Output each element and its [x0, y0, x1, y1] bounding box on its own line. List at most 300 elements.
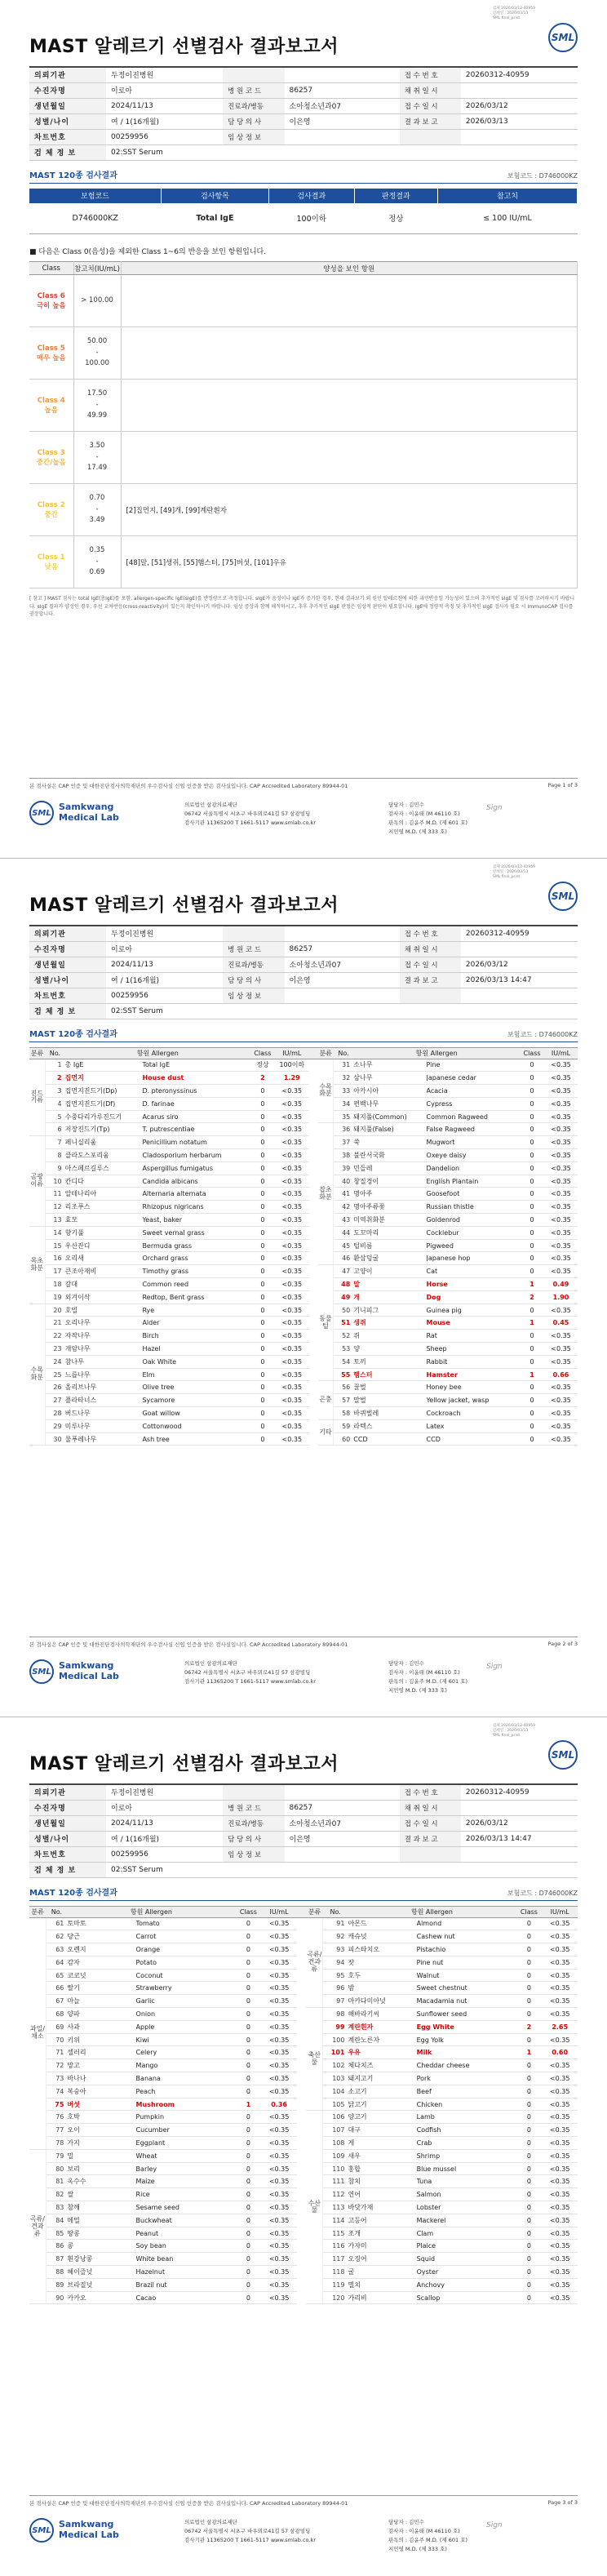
allergen-class: 0 — [516, 1930, 542, 1943]
allergen-no: 6 — [45, 1123, 65, 1136]
allergen-iu: <0.35 — [261, 2240, 297, 2253]
allergen-iu: <0.35 — [544, 1239, 578, 1252]
group-label: 잡초화분 — [318, 1123, 334, 1265]
allergen-iu: <0.35 — [261, 2137, 297, 2150]
allergen-kr: 바퀴벌레 — [353, 1407, 426, 1420]
allergen-no: 50 — [334, 1304, 354, 1317]
allergen-no: 17 — [45, 1265, 65, 1278]
allergen-en: Elm — [142, 1368, 250, 1381]
allergen-kr: 삼나무 — [353, 1072, 426, 1085]
top-note — [493, 865, 535, 880]
allergen-en: White bean — [136, 2253, 236, 2266]
allergen-no: 32 — [334, 1072, 354, 1085]
allergen-en: Honey bee — [427, 1381, 521, 1394]
allergen-no: 115 — [323, 2227, 348, 2240]
allergen-kr: 아몬드 — [348, 1917, 416, 1930]
allergen-en: Penicillium notatum — [142, 1136, 250, 1149]
table-row — [29, 2175, 578, 2188]
allergen-iu: <0.35 — [261, 2046, 297, 2059]
report-page-3 — [0, 1717, 607, 2576]
allergen-iu: <0.35 — [542, 2111, 578, 2124]
allergen-kr: CCD — [353, 1432, 426, 1446]
allergen-en: Mouse — [427, 1317, 521, 1330]
sign-line: 검사자 : 이윤태 (M 46110 호) — [388, 811, 460, 818]
patient-name: 이로아 — [106, 941, 223, 957]
allergen-kr: 기니피그 — [353, 1304, 426, 1317]
allergen-kr: 버드나무 — [65, 1407, 143, 1420]
allergen-en: Aspergillus fumigatus — [142, 1161, 250, 1175]
allergen-iu: <0.35 — [261, 2033, 297, 2046]
allergen-class: 0 — [250, 1432, 275, 1446]
allergen-en: Strawberry — [136, 1982, 236, 1995]
allergen-en: Sweet vernal grass — [142, 1226, 250, 1239]
allergen-no: 82 — [46, 2188, 67, 2201]
allergen-class: 0 — [235, 2175, 261, 2188]
allergen-iu: <0.35 — [544, 1188, 578, 1201]
allergen-iu: <0.35 — [542, 2201, 578, 2214]
sign-line: 담당자 : 김민수 — [388, 2519, 424, 2525]
allergen-iu: <0.35 — [261, 2266, 297, 2279]
allergen-en: D. pteronyssinus — [142, 1085, 250, 1098]
allergen-class: 0 — [235, 1995, 261, 2008]
allergen-en: Total IgE — [142, 1059, 250, 1072]
allergen-no: 98 — [323, 2008, 348, 2021]
allergen-class: 0 — [516, 1917, 542, 1930]
allergen-iu: <0.35 — [261, 2020, 297, 2033]
allergen-no: 94 — [323, 1956, 348, 1969]
allergen-kr: 계란흰자 — [348, 2020, 416, 2033]
allergen-en: Hazelnut — [136, 2266, 236, 2279]
label-specimen: 검 체 정 보 — [29, 1862, 106, 1877]
allergen-en: Coconut — [136, 1969, 236, 1982]
class-row — [29, 536, 578, 588]
allergen-no: 38 — [334, 1149, 354, 1162]
allergen-iu: <0.35 — [544, 1304, 578, 1317]
page-number: Page 2 of 3 — [547, 1641, 578, 1647]
allergen-kr: 셀러리 — [67, 2046, 135, 2059]
class-name — [29, 327, 73, 380]
allergen-en: Alternaria alternata — [142, 1188, 250, 1201]
label-specimen: 검 체 정 보 — [29, 144, 106, 160]
allergen-en: Pine — [427, 1059, 521, 1072]
th-group: 분류 — [306, 1906, 322, 1917]
label-report-date: 결 과 보 고 — [400, 113, 461, 129]
allergen-no: 73 — [46, 2072, 67, 2085]
allergen-class: 0 — [250, 1136, 275, 1149]
label-dept: 진료과/병동 — [223, 98, 284, 113]
chart-no: 00259956 — [106, 988, 223, 1003]
allergen-class: 0 — [516, 2240, 542, 2253]
table-row — [29, 1317, 578, 1330]
table-row — [29, 2278, 578, 2291]
allergen-kr: 오리나무 — [65, 1317, 143, 1330]
addr-line: 의료법인 삼광의료재단 — [184, 1660, 237, 1667]
label-report-date: 결 과 보 고 — [400, 1831, 461, 1846]
allergen-iu: <0.35 — [544, 1252, 578, 1265]
table-row — [29, 1265, 578, 1278]
allergen-kr: 미루나무 — [65, 1419, 143, 1432]
label-birth: 생년월일 — [29, 957, 106, 972]
allergen-kr: 바나나 — [67, 2072, 135, 2085]
allergen-kr: 닭고기 — [348, 2098, 416, 2111]
lab-name: Samkwang Medical Lab — [59, 2519, 119, 2540]
table-row — [29, 2072, 578, 2085]
class-row — [29, 380, 578, 432]
allergen-class: 0 — [516, 2098, 542, 2111]
allergen-kr: 효모 — [65, 1214, 143, 1227]
class-name — [29, 432, 73, 484]
allergen-class: 0 — [235, 2227, 261, 2240]
patient-name: 이로아 — [106, 82, 223, 98]
allergen-kr: 참치 — [348, 2175, 416, 2188]
allergen-en: Dandelion — [427, 1161, 521, 1175]
allergen-en: Rat — [427, 1330, 521, 1343]
th-item: 검사항목 — [161, 189, 268, 203]
allergen-no: 111 — [323, 2175, 348, 2188]
table-row — [29, 2046, 578, 2059]
label-dept: 진료과/병동 — [223, 1815, 284, 1831]
label-hosp-code: 병 원 코 드 — [223, 1800, 284, 1815]
allergen-no: 96 — [323, 1982, 348, 1995]
label-recv-no: 접 수 번 호 — [400, 67, 461, 82]
allergen-iu: <0.35 — [542, 2175, 578, 2188]
allergen-iu: <0.35 — [261, 2008, 297, 2021]
allergen-kr: 물푸레나무 — [65, 1432, 143, 1446]
label-sex-age: 성별/나이 — [29, 1831, 106, 1846]
allergen-iu: <0.35 — [544, 1149, 578, 1162]
section-code: 보험코드 : D746000KZ — [507, 171, 578, 180]
allergen-class: 0 — [516, 2072, 542, 2085]
allergen-class: 0 — [250, 1407, 275, 1420]
allergen-no: 107 — [323, 2124, 348, 2137]
report-date: 2026/03/13 — [461, 113, 578, 129]
allergen-kr: 옥수수 — [67, 2175, 135, 2188]
allergen-class: 0 — [520, 1123, 544, 1136]
allergen-no: 40 — [334, 1175, 354, 1188]
allergen-iu: <0.35 — [544, 1407, 578, 1420]
allergen-kr: 양 — [353, 1343, 426, 1356]
allergen-class: 0 — [250, 1239, 275, 1252]
allergen-kr: 말벌 — [353, 1394, 426, 1407]
class-desc: 낮음 — [44, 562, 58, 571]
th-judge: 판정결과 — [354, 189, 438, 203]
label-institution: 의뢰기관 — [29, 1784, 106, 1800]
allergen-no: 66 — [46, 1982, 67, 1995]
allergen-no: 54 — [334, 1355, 354, 1368]
allergen-class: 0 — [250, 1381, 275, 1394]
table-row — [29, 2227, 578, 2240]
class-row — [29, 432, 578, 484]
section-bar — [29, 169, 578, 184]
class-positives: [2]집먼지, [49]개, [99]계란흰자 — [121, 484, 578, 536]
group-label: 목초화분 — [29, 1226, 45, 1304]
allergen-no: 113 — [323, 2201, 348, 2214]
allergen-class: 0 — [250, 1110, 275, 1123]
birth-date: 2024/11/13 — [106, 1815, 223, 1831]
class-range: > 100.00 — [73, 275, 121, 327]
allergen-kr: 바닷가재 — [348, 2201, 416, 2214]
allergen-no: 5 — [45, 1110, 65, 1123]
group-label: 축산물 — [306, 2008, 322, 2111]
th-group: 분류 — [318, 1047, 334, 1059]
table-row — [29, 1136, 578, 1149]
allergen-no: 27 — [45, 1394, 65, 1407]
allergen-en: Japanese cedar — [427, 1072, 521, 1085]
allergen-kr: 마늘 — [67, 1995, 135, 2008]
allergen-no: 92 — [323, 1930, 348, 1943]
allergen-kr: 버섯 — [67, 2098, 135, 2111]
allergen-kr: 라텍스 — [353, 1419, 426, 1432]
table-row — [29, 1956, 578, 1969]
class-positives — [121, 380, 578, 432]
allergen-iu: <0.35 — [542, 2008, 578, 2021]
allergen-iu: <0.35 — [542, 2188, 578, 2201]
allergen-no: 45 — [334, 1239, 354, 1252]
allergen-kr: 코코넛 — [67, 1969, 135, 1982]
allergen-iu: <0.35 — [542, 2214, 578, 2227]
table-row — [29, 1188, 578, 1201]
label-chart: 차트번호 — [29, 129, 106, 144]
allergen-en: Oak White — [142, 1355, 250, 1368]
allergen-no: 46 — [334, 1252, 354, 1265]
allergen-iu: 0.66 — [544, 1368, 578, 1381]
lab-address — [184, 2518, 388, 2545]
allergen-no: 88 — [46, 2266, 67, 2279]
allergen-kr: 털비름 — [353, 1239, 426, 1252]
th-iu: IU/mL — [542, 1906, 578, 1917]
allergen-en: Rice — [136, 2188, 236, 2201]
group-label: 곰팡이류 — [29, 1136, 45, 1227]
allergen-iu: <0.35 — [261, 2253, 297, 2266]
class-label: Class 2 — [37, 500, 65, 509]
allergen-kr: 브라질넛 — [67, 2278, 135, 2291]
clin-info — [285, 129, 400, 144]
allergen-no: 71 — [46, 2046, 67, 2059]
allergen-no: 109 — [323, 2149, 348, 2162]
allergen-en: Common reed — [142, 1278, 250, 1291]
allergen-en: Peach — [136, 2085, 236, 2098]
allergen-iu: <0.35 — [275, 1239, 309, 1252]
allergen-class: 0 — [235, 2149, 261, 2162]
allergen-no: 120 — [323, 2291, 348, 2304]
label-dept: 진료과/병동 — [223, 957, 284, 972]
allergen-class: 0 — [516, 2085, 542, 2098]
allergen-no: 116 — [323, 2240, 348, 2253]
allergen-class: 0 — [250, 1201, 275, 1214]
allergen-kr: 민들레 — [353, 1161, 426, 1175]
allergen-iu: <0.35 — [542, 2278, 578, 2291]
patient-info-table — [29, 1783, 578, 1878]
allergen-no: 18 — [45, 1278, 65, 1291]
allergen-kr: 호두 — [348, 1969, 416, 1982]
allergen-class: 0 — [235, 1930, 261, 1943]
allergen-iu: <0.35 — [261, 2291, 297, 2304]
allergen-kr: 굴 — [348, 2266, 416, 2279]
allergen-kr: 홍합 — [348, 2162, 416, 2175]
th-iu: IU/mL — [275, 1047, 309, 1059]
allergen-kr: 총 IgE — [65, 1059, 143, 1072]
allergen-kr: 명아주 — [353, 1188, 426, 1201]
allergen-class: 0 — [516, 2111, 542, 2124]
allergen-kr: 헤이즐넛 — [67, 2266, 135, 2279]
allergen-iu: <0.35 — [275, 1304, 309, 1317]
label-patient: 수진자명 — [29, 941, 106, 957]
allergen-kr: 클라도스포리움 — [65, 1149, 143, 1162]
allergen-en: Goat willow — [142, 1407, 250, 1420]
allergen-no: 59 — [334, 1419, 354, 1432]
allergen-kr: 토끼 — [353, 1355, 426, 1368]
allergen-class: 0 — [250, 1265, 275, 1278]
allergen-no: 86 — [46, 2240, 67, 2253]
clin-info — [285, 1846, 400, 1862]
dept: 소아청소년과07 — [285, 957, 400, 972]
allergen-kr: 향기풀 — [65, 1226, 143, 1239]
allergen-no: 23 — [45, 1343, 65, 1356]
allergen-kr: 딸기 — [67, 1982, 135, 1995]
addr-line: 의료법인 삼광의료재단 — [184, 2519, 237, 2525]
table-row — [29, 1201, 578, 1214]
section-bar — [29, 1028, 578, 1042]
allergen-no: 26 — [45, 1381, 65, 1394]
table-row — [29, 1419, 578, 1432]
allergen-class: 0 — [516, 2033, 542, 2046]
allergen-iu: 0.49 — [544, 1278, 578, 1291]
allergen-no: 51 — [334, 1317, 354, 1330]
allergen-en: Dog — [427, 1290, 521, 1304]
allergen-kr: 양고기 — [348, 2111, 416, 2124]
allergen-kr: 양파 — [67, 2008, 135, 2021]
allergen-en: Olive tree — [142, 1381, 250, 1394]
allergen-class: 0 — [250, 1214, 275, 1227]
allergen-class: 0 — [516, 2175, 542, 2188]
top-note-line: 인쇄일 : 2026/03/13 — [493, 869, 529, 874]
allergen-class: 1 — [520, 1317, 544, 1330]
allergen-iu: <0.35 — [542, 2085, 578, 2098]
allergen-no: 101 — [323, 2046, 348, 2059]
th-ref: 참고치 — [438, 189, 578, 203]
allergen-no: 43 — [334, 1214, 354, 1227]
allergen-iu: <0.35 — [544, 1059, 578, 1072]
allergen-no: 53 — [334, 1343, 354, 1356]
allergen-no: 67 — [46, 1995, 67, 2008]
table-row — [29, 1930, 578, 1943]
page-number: Page 1 of 3 — [547, 782, 578, 788]
class-name — [29, 275, 73, 327]
addr-line: 검사기관 11365200 T 1661-5117 www.smlab.co.kr — [184, 819, 316, 827]
allergen-kr: 캐슈넛 — [348, 1930, 416, 1943]
allergen-class: 0 — [520, 1188, 544, 1201]
group-label: 곤충 — [318, 1381, 334, 1419]
allergen-no: 33 — [334, 1085, 354, 1098]
allergen-iu: <0.35 — [544, 1123, 578, 1136]
allergen-iu: <0.35 — [542, 2266, 578, 2279]
lab-logo-icon: SML — [29, 801, 54, 825]
allergen-en: Acacia — [427, 1085, 521, 1098]
allergen-iu: <0.35 — [544, 1226, 578, 1239]
allergen-iu: <0.35 — [275, 1290, 309, 1304]
allergen-no: 89 — [46, 2278, 67, 2291]
allergen-en: Pigweed — [427, 1239, 521, 1252]
patient-info-table — [29, 66, 578, 161]
allergen-class: 0 — [250, 1161, 275, 1175]
allergen-en: Beef — [417, 2085, 516, 2098]
label-chart: 차트번호 — [29, 988, 106, 1003]
label-recv-no: 접 수 번 호 — [400, 1784, 461, 1800]
allergen-iu: <0.35 — [544, 1136, 578, 1149]
allergen-class: 0 — [235, 2008, 261, 2021]
allergen-no: 83 — [46, 2201, 67, 2214]
allergen-iu: 0.45 — [544, 1317, 578, 1330]
allergen-iu: <0.35 — [275, 1368, 309, 1381]
allergen-no: 91 — [323, 1917, 348, 1930]
allergen-kr: 집먼지진드기(Dp) — [65, 1085, 143, 1098]
allergen-no: 24 — [45, 1355, 65, 1368]
addr-line: 06742 서울특별시 서초구 바우뫼로41길 57 삼광빌딩 — [184, 811, 311, 818]
allergen-no: 21 — [45, 1317, 65, 1330]
label-doctor: 담 당 의 사 — [223, 113, 284, 129]
allergen-class: 0 — [250, 1419, 275, 1432]
sign-line: 지민영 M.D. (제 333 호) — [388, 2546, 447, 2553]
sign-line: 지민영 M.D. (제 333 호) — [388, 828, 447, 836]
allergen-no: 19 — [45, 1290, 65, 1304]
label-collect-date: 채 취 일 시 — [400, 941, 461, 957]
allergen-class: 0 — [520, 1330, 544, 1343]
allergen-no: 117 — [323, 2253, 348, 2266]
allergen-kr: 개 — [353, 1290, 426, 1304]
allergen-no: 30 — [45, 1432, 65, 1446]
table-row — [29, 2085, 578, 2098]
allergen-no: 76 — [46, 2111, 67, 2124]
allergen-iu: <0.35 — [261, 2072, 297, 2085]
institution: 두정이진병원 — [106, 1784, 223, 1800]
allergen-iu: <0.35 — [542, 1995, 578, 2008]
allergen-class: 0 — [235, 2072, 261, 2085]
allergen-iu: <0.35 — [261, 1943, 297, 1956]
allergen-kr: 참깨 — [67, 2201, 135, 2214]
allergen-kr: 집먼지진드기(Df) — [65, 1097, 143, 1110]
allergen-no: 55 — [334, 1368, 354, 1381]
allergen-en: Buckwheat — [136, 2214, 236, 2227]
allergen-en: Brazil nut — [136, 2278, 236, 2291]
allergen-iu: <0.35 — [275, 1355, 309, 1368]
table-row — [29, 1278, 578, 1291]
allergen-no: 69 — [46, 2020, 67, 2033]
addr-line: 검사기관 11365200 T 1661-5117 www.smlab.co.kr — [184, 2537, 316, 2544]
allergen-class: 0 — [520, 1381, 544, 1394]
label-patient: 수진자명 — [29, 82, 106, 98]
allergen-class: 0 — [235, 1917, 261, 1930]
table-row — [29, 2214, 578, 2227]
allergen-class: 2 — [520, 1290, 544, 1304]
allergen-kr: 갈대 — [65, 1278, 143, 1291]
top-note-line: 검체 2026/03/12-40959 — [493, 1724, 535, 1728]
section-title: MAST 120종 검사결과 — [29, 171, 117, 180]
table-row — [29, 2162, 578, 2175]
lab-logo — [29, 2518, 184, 2543]
sign-line: 담당자 : 김민수 — [388, 802, 424, 808]
allergen-en: Chicken — [417, 2098, 516, 2111]
class-range: 0.35 - 0.69 — [73, 536, 121, 588]
allergen-no: 13 — [45, 1214, 65, 1227]
allergen-en: Cacao — [136, 2291, 236, 2304]
allergen-no: 39 — [334, 1161, 354, 1175]
table-row — [29, 1226, 578, 1239]
sml-logo-icon: SML — [548, 23, 578, 52]
label-hosp-code: 병 원 코 드 — [223, 941, 284, 957]
allergen-kr: 리조푸스 — [65, 1201, 143, 1214]
allergen-en: Macadamia nut — [417, 1995, 516, 2008]
section-title: MAST 120종 검사결과 — [29, 1029, 117, 1039]
